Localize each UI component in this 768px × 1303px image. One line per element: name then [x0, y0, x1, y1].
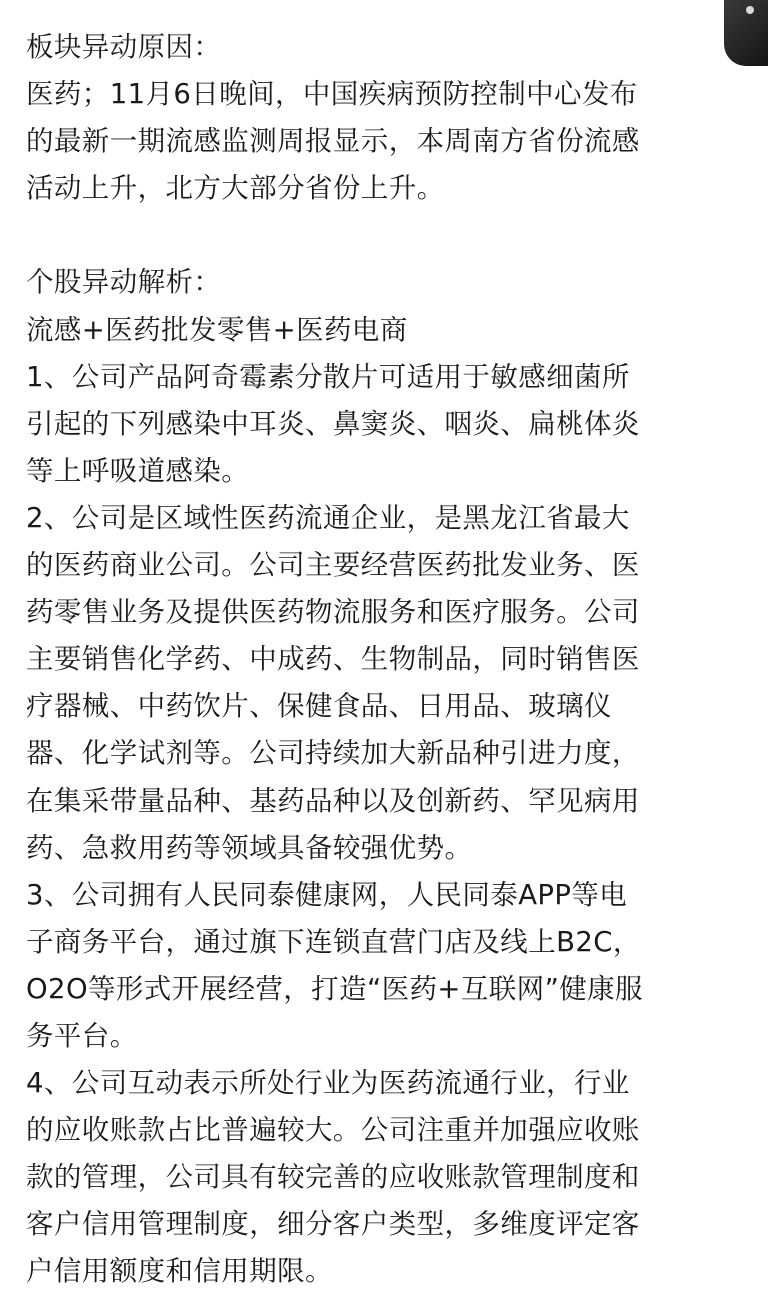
- text-line: 款的管理，公司具有较完善的应收账款管理制度和: [26, 1161, 640, 1194]
- text-line: O2O等形式开展经营，打造“医药+互联网”健康服: [26, 972, 643, 1005]
- paragraph-spacer: [26, 212, 742, 259]
- text-line: 的最新一期流感监测周报显示，本周南方省份流感: [26, 125, 640, 158]
- text-line: 2、公司是区域性医药流通企业，是黑龙江省最大: [26, 501, 630, 534]
- concept-tags: 流感+医药批发零售+医药电商: [26, 313, 408, 346]
- text-line: 3、公司拥有人民同泰健康网，人民同泰APP等电: [26, 878, 628, 911]
- text-line: 等上呼吸道感染。: [26, 454, 250, 487]
- text-line: 子商务平台，通过旗下连锁直营门店及线上B2C，: [26, 925, 641, 958]
- text-line: 户信用额度和信用期限。: [26, 1255, 333, 1288]
- stock-analysis-heading: 个股异动解析：: [26, 266, 222, 299]
- sector-reason-heading: 板块异动原因：: [26, 31, 222, 63]
- indicator-dot-icon: [746, 6, 754, 14]
- text-line: 客户信用管理制度，细分客户类型，多维度评定客: [26, 1208, 640, 1241]
- text-line: 引起的下列感染中耳炎、鼻窦炎、咽炎、扁桃体炎: [26, 407, 640, 440]
- text-line: 药、急救用药等领域具备较强优势。: [26, 831, 473, 864]
- sector-reason-section: [26, 24, 742, 212]
- analysis-point-4: [26, 1060, 742, 1295]
- text-line: 1、公司产品阿奇霉素分散片可适用于敏感细菌所: [26, 360, 630, 393]
- text-line: 务平台。: [26, 1019, 138, 1052]
- text-line: 4、公司互动表示所处行业为医药流通行业，行业: [26, 1067, 630, 1100]
- text-line: 器、化学试剂等。公司持续加大新品种引进力度，: [26, 737, 640, 770]
- article-body: [26, 24, 742, 1296]
- text-line: 的应收账款占比普遍较大。公司注重并加强应收账: [26, 1114, 640, 1147]
- text-line: 药零售业务及提供医药物流服务和医疗服务。公司: [26, 596, 640, 629]
- analysis-point-1: [26, 354, 742, 495]
- floating-control[interactable]: [724, 0, 768, 66]
- text-line: 在集采带量品种、基药品种以及创新药、罕见病用: [26, 784, 640, 817]
- text-line: 主要销售化学药、中成药、生物制品，同时销售医: [26, 643, 640, 676]
- text-line: 的医药商业公司。公司主要经营医药批发业务、医: [26, 549, 640, 582]
- text-line: 活动上升，北方大部分省份上升。: [26, 172, 445, 205]
- analysis-point-2: [26, 495, 742, 872]
- stock-analysis-section: [26, 259, 742, 1295]
- text-line: 医药；11月6日晚间，中国疾病预防控制中心发布: [26, 78, 638, 111]
- text-line: 疗器械、中药饮片、保健食品、日用品、玻璃仪: [26, 690, 612, 723]
- analysis-point-3: [26, 872, 742, 1060]
